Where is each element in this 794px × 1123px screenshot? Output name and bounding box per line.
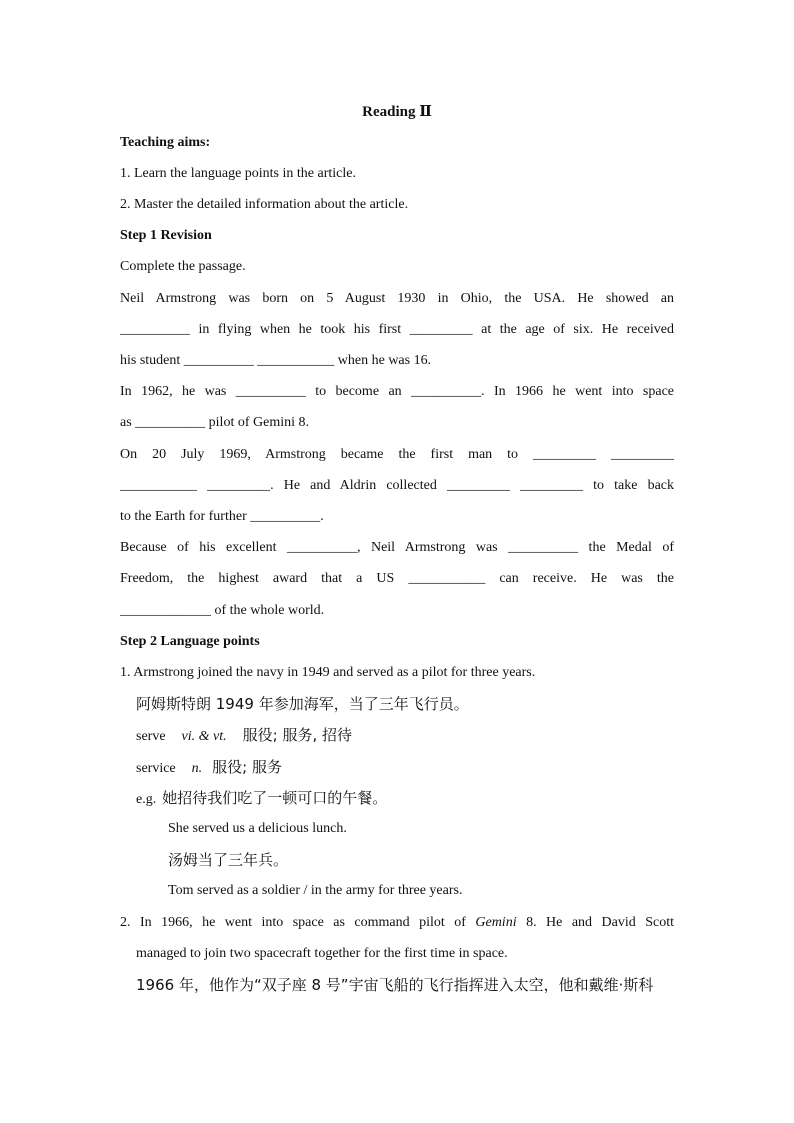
service-word: service: [136, 761, 176, 776]
example-2-english: Tom served as a soldier / in the army for three years.: [168, 883, 463, 898]
point2-text-a: 2. In 1966, he went into space as command pilot of: [120, 915, 476, 930]
point2-translation: 1966 年，他作为“双子座 8 号”宇宙飞船的飞行指挥进入太空，他和戴维·斯科: [136, 976, 654, 994]
aim-item: 1. Learn the language points in the article.: [120, 166, 356, 181]
passage-line: __________ in flying when he took his first _________ at the age of six. He received: [120, 322, 674, 337]
example-2-chinese: 汤姆当了三年兵。: [168, 851, 289, 869]
serve-word: serve: [136, 729, 166, 744]
service-part-of-speech: n.: [191, 761, 203, 776]
example-1-chinese-text: 她招待我们吃了一顿可口的午餐。: [162, 789, 388, 807]
point1-translation: 阿姆斯特朗 1949 年参加海军，当了三年飞行员。: [136, 695, 469, 713]
page-title: Reading Ⅱ: [362, 104, 432, 120]
step1-heading: Step 1 Revision: [120, 228, 212, 243]
passage-line: Because of his excellent __________, Neil Armstrong was __________ the Medal of: [120, 540, 674, 555]
step2-heading: Step 2 Language points: [120, 634, 260, 649]
teaching-aims-heading: Teaching aims:: [120, 135, 211, 150]
example-1-english: She served us a delicious lunch.: [168, 821, 347, 836]
serve-definition: [136, 725, 674, 745]
point2-sentence-line2: managed to join two spacecraft together for the first time in space.: [136, 946, 508, 961]
service-meaning: 服役; 服务: [212, 758, 282, 776]
passage-line: ___________ _________. He and Aldrin collected _________ _________ to take back: [120, 478, 674, 493]
example-label: e.g.: [136, 792, 157, 807]
passage-line: to the Earth for further __________.: [120, 509, 324, 524]
point1-sentence: 1. Armstrong joined the navy in 1949 and served as a pilot for three years.: [120, 665, 536, 680]
passage-line: Freedom, the highest award that a US ___________ can receive. He was the: [120, 571, 674, 586]
point2-sentence-line1: [120, 913, 674, 933]
aim-item: 2. Master the detailed information about the article.: [120, 197, 409, 212]
passage-line: In 1962, he was __________ to become an __________. In 1966 he went into space: [120, 384, 674, 399]
serve-part-of-speech: vi. & vt.: [181, 729, 227, 744]
passage-line: _____________ of the whole world.: [120, 603, 325, 618]
passage-line: Neil Armstrong was born on 5 August 1930 in Ohio, the USA. He showed an: [120, 291, 674, 306]
step1-instruction: Complete the passage.: [120, 259, 246, 274]
passage-line: as __________ pilot of Gemini 8.: [120, 415, 309, 430]
serve-meaning: 服役; 服务, 招待: [242, 726, 353, 744]
point2-gemini: Gemini: [475, 915, 517, 930]
passage-line: On 20 July 1969, Armstrong became the first man to _________ _________: [120, 447, 674, 462]
service-definition: [136, 757, 674, 777]
point2-text-b: 8. He and David Scott: [516, 915, 674, 930]
passage-line: his student __________ ___________ when he was 16.: [120, 353, 432, 368]
example-1-chinese: [136, 788, 674, 808]
